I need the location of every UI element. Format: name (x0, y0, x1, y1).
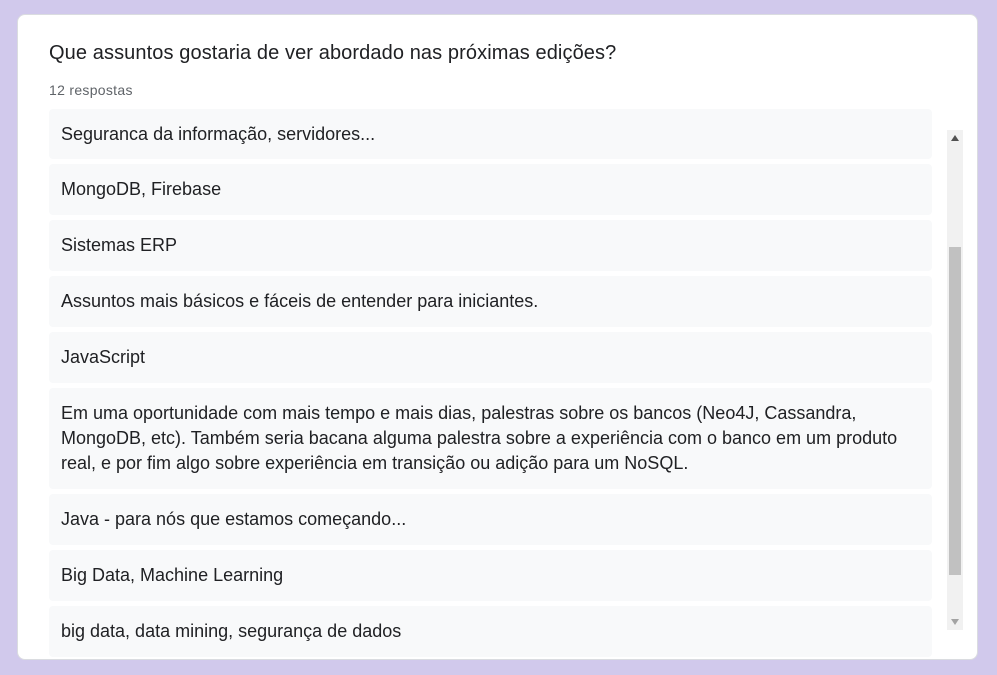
triangle-down-icon (951, 619, 959, 625)
response-item: Assuntos mais básicos e fáceis de entender para iniciantes. (49, 276, 932, 327)
question-card (17, 14, 978, 660)
response-item: Java - para nós que estamos começando... (49, 494, 932, 545)
scroll-up-button[interactable] (947, 130, 963, 146)
response-item: Seguranca da informação, servidores... (49, 109, 932, 159)
response-item: Sistemas ERP (49, 220, 932, 271)
response-item: MongoDB, Firebase (49, 164, 932, 215)
response-item: Em uma oportunidade com mais tempo e mais dias, palestras sobre os bancos (Neo4J, Cassandra, MongoDB, etc). Também seria bacana alguma palestra sobre a experiência com o banco em um produto real, e por fim algo sobre experiência em transição ou adição para um NoSQL. (49, 388, 932, 489)
scrollbar-thumb[interactable] (949, 247, 961, 575)
vertical-scrollbar[interactable] (947, 130, 963, 630)
triangle-up-icon (951, 135, 959, 141)
responses-list (49, 109, 932, 662)
response-item: big data, data mining, segurança de dados (49, 606, 932, 657)
responses-scroll-area[interactable] (49, 124, 932, 641)
question-title: Que assuntos gostaria de ver abordado nas próximas edições? (49, 42, 617, 64)
scroll-down-button[interactable] (947, 614, 963, 630)
response-count: 12 respostas (49, 82, 133, 98)
response-item: JavaScript (49, 332, 932, 383)
response-item: Big Data, Machine Learning (49, 550, 932, 601)
